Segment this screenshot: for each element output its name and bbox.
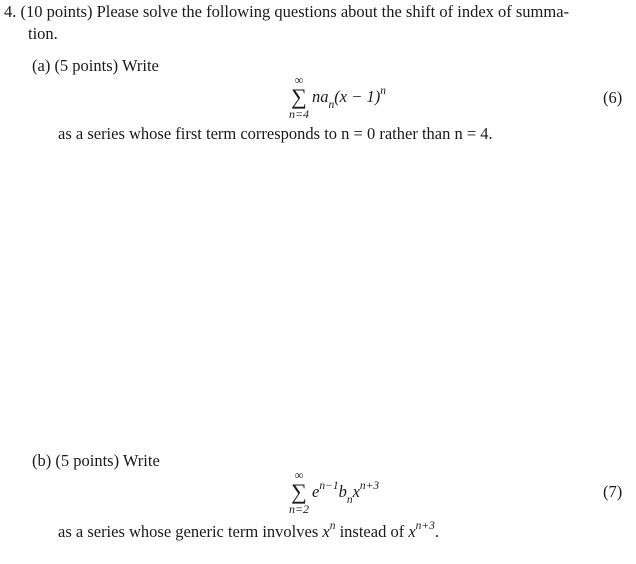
part-b-summation	[285, 469, 313, 515]
part-a-sum-upper-limit: ∞	[294, 73, 304, 87]
part-a-prompt: (a) (5 points) Write	[32, 56, 159, 75]
part-a-summation	[285, 74, 313, 120]
part-a-after-text: as a series whose first term corresponds to n = 0 rather than n = 4.	[58, 124, 493, 143]
part-a-equation-number: (6)	[603, 88, 623, 107]
part-b-after-x1-exponent: n	[329, 519, 336, 532]
part-b-equation-number: (7)	[603, 482, 623, 501]
part-b-after-end: .	[434, 522, 440, 541]
part-b-sum-upper-limit: ∞	[294, 468, 304, 482]
part-b-after-text	[58, 519, 440, 542]
part-b-after-x2-exponent: n+3	[415, 519, 435, 532]
part-a-term-a-subscript: n	[328, 99, 335, 112]
part-a-term-n: n	[312, 87, 321, 106]
problem-header-line1: 4. (10 points) Please solve the following questions about the shift of index of summa-	[4, 2, 570, 21]
part-b-term-x-exponent: n+3	[359, 479, 380, 492]
part-b-term-b-subscript: n	[346, 494, 353, 507]
part-b-after-text-pre: as a series whose generic term involves	[58, 522, 323, 541]
part-a-summand	[312, 84, 386, 112]
part-b-sum-lower-limit: n=2	[288, 502, 310, 516]
part-b-term-e-exponent: n−1	[319, 479, 339, 492]
part-b-after-x1: x	[322, 522, 330, 541]
part-a-term-exponent: n	[380, 84, 386, 97]
part-b-after-mid: instead of	[335, 522, 409, 541]
part-a-sigma-symbol: ∑	[291, 84, 307, 109]
part-b-sigma-symbol: ∑	[291, 479, 307, 504]
part-a-term-paren: (x − 1)	[334, 87, 381, 106]
part-b-after-x2: x	[408, 522, 416, 541]
part-b-prompt: (b) (5 points) Write	[32, 451, 160, 470]
part-b-term-b: b	[338, 482, 347, 501]
part-b-term-e: e	[312, 482, 320, 501]
problem-header-line2: tion.	[28, 24, 58, 43]
part-a-term-a: a	[320, 87, 329, 106]
part-a-sum-lower-limit: n=4	[288, 107, 310, 121]
part-b-term-x: x	[352, 482, 360, 501]
part-b-summand	[312, 479, 380, 507]
